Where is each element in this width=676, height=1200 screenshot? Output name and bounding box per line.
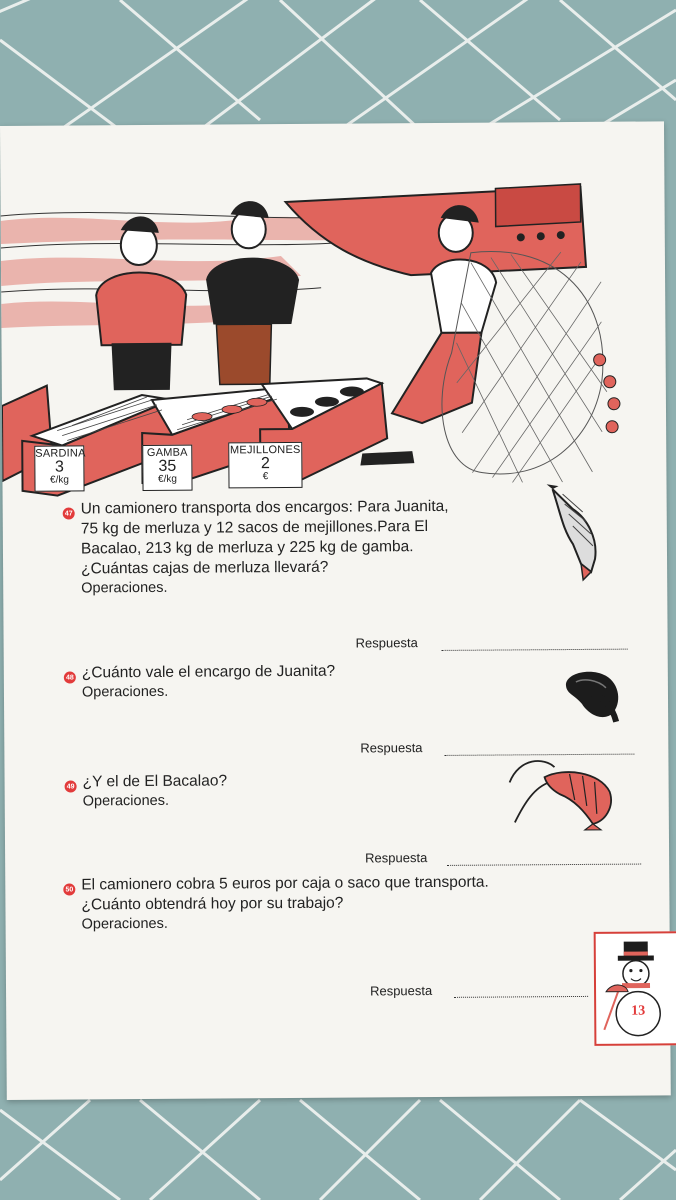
crate-name: SARDINA xyxy=(35,447,86,460)
question-line: 75 kg de merluza y 12 sacos de mejillones.Para El xyxy=(80,518,429,538)
operations-label: Operaciones. xyxy=(81,683,169,701)
page-number: 13 xyxy=(631,1003,646,1019)
operations-label: Operaciones. xyxy=(82,792,170,810)
operations-label: Operaciones. xyxy=(81,579,168,597)
question-49 xyxy=(83,770,483,811)
answer-label: Respuesta xyxy=(365,850,428,866)
snowman-icon xyxy=(596,933,676,1044)
answer-line[interactable] xyxy=(447,864,641,866)
question-line: ¿Y el de El Bacalao? xyxy=(82,772,228,791)
shrimp-icon xyxy=(504,752,620,833)
answer-line[interactable] xyxy=(442,649,628,651)
page-number-badge xyxy=(594,931,676,1046)
crate-unit: € xyxy=(262,471,269,483)
question-line: El camionero cobra 5 euros por caja o saco que transporta. xyxy=(81,873,489,894)
workbook-page xyxy=(0,121,671,1100)
question-number-49: 49 xyxy=(65,780,77,792)
question-48 xyxy=(82,661,482,702)
mussel-icon xyxy=(562,664,626,728)
question-line: ¿Cuánto obtendrá hoy por su trabajo? xyxy=(81,894,344,914)
crate-label-gamba xyxy=(142,445,192,491)
crate-unit: €/kg xyxy=(157,473,177,485)
question-47 xyxy=(81,496,542,597)
crate-name: MEJILLONES xyxy=(229,443,301,457)
operations-label: Operaciones. xyxy=(81,915,168,933)
answer-label: Respuesta xyxy=(360,740,423,756)
answer-line[interactable] xyxy=(454,996,588,998)
question-50 xyxy=(81,872,601,934)
answer-label: Respuesta xyxy=(355,635,418,651)
crate-unit: €/kg xyxy=(49,474,69,486)
question-line: ¿Cuánto vale el encargo de Juanita? xyxy=(81,662,336,682)
question-line: Un camionero transporta dos encargos: Para Juanita, xyxy=(80,497,449,518)
question-number-47: 47 xyxy=(63,507,75,519)
crate-price: 3 xyxy=(54,458,64,476)
crate-label-mejillones xyxy=(228,442,302,489)
crate-label-sardina xyxy=(34,445,84,491)
fish-icon xyxy=(543,484,624,585)
question-line: ¿Cuántas cajas de merluza llevará? xyxy=(81,558,329,578)
crate-price: 2 xyxy=(260,455,270,473)
answer-label: Respuesta xyxy=(369,983,433,999)
question-number-50: 50 xyxy=(63,883,75,895)
crate-name: GAMBA xyxy=(146,446,188,459)
question-number-48: 48 xyxy=(64,671,76,683)
crate-price: 35 xyxy=(158,457,177,475)
question-line: Bacalao, 213 kg de merluza y 225 kg de gamba. xyxy=(80,538,414,558)
